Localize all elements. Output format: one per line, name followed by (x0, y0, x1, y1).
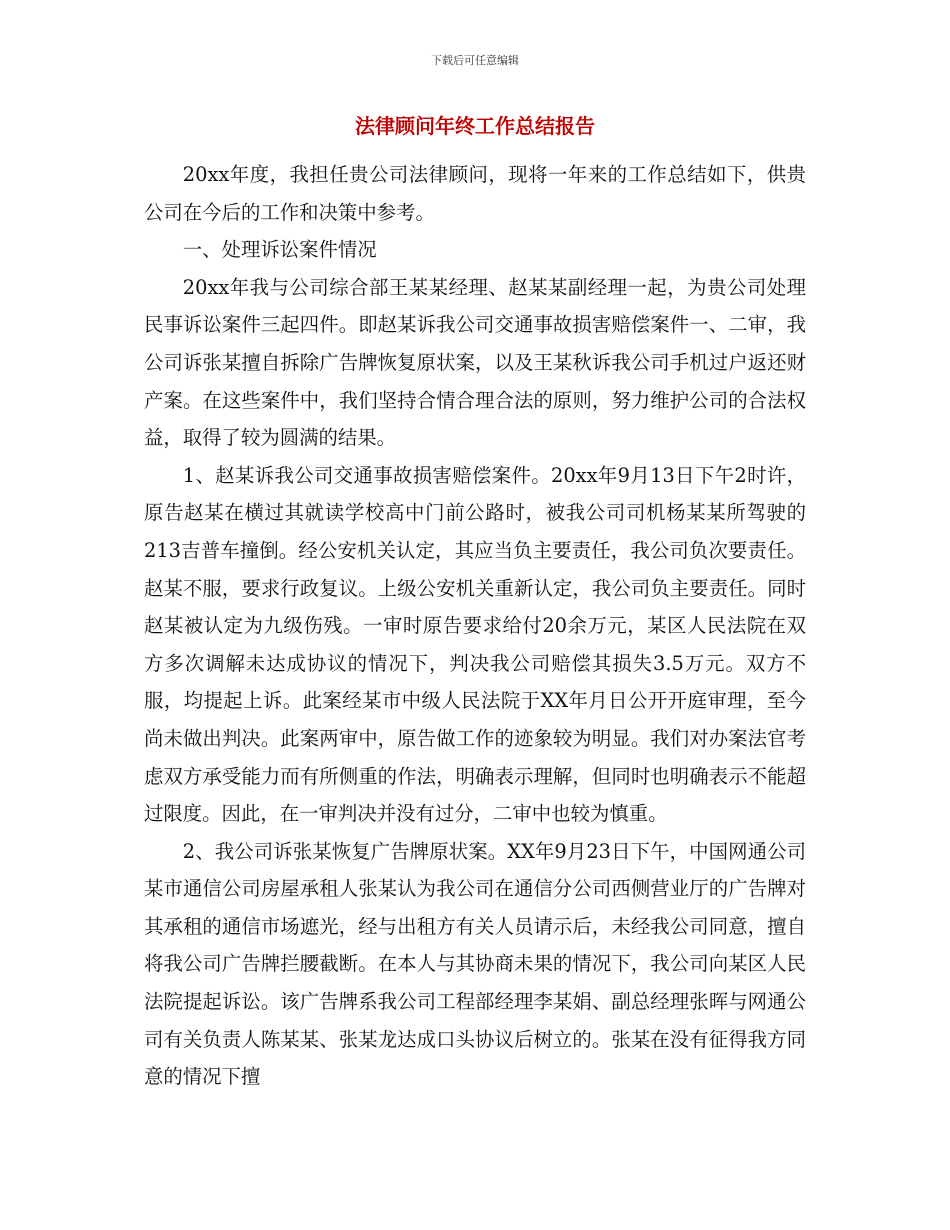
document-body (144, 156, 806, 1096)
section-heading-litigation: 一、处理诉讼案件情况 (182, 238, 377, 262)
paragraph-intro: 20xx年度，我担任贵公司法律顾问，现将一年来的工作总结如下，供贵公司在今后的工作和决策中参考。 (144, 163, 806, 224)
paragraph-case-1: 1、赵某诉我公司交通事故损害赔偿案件。20xx年9月13日下午2时许，原告赵某在横过其就读学校高中门前公路时，被我公司司机杨某某所驾驶的213吉普车撞倒。经公安机关认定，其应当负主要责任，我公司负次要责任。赵某不服，要求行政复议。上级公安机关重新认定，我公司负主要责任。同时赵某被认定为九级伤残。一审时原告要求给付20余万元，某区人民法院在双方多次调解未达成协议的情况下，判决我公司赔偿其损失3.5万元。双方不服，均提起上诉。此案经某市中级人民法院于XX年月日公开开庭审理，至今尚未做出判决。此案两审中，原告做工作的迹象较为明显。我们对办案法官考虑双方承受能力而有所侧重的作法，明确表示理解，但同时也明确表示不能超过限度。因此，在一审判决并没有过分，二审中也较为慎重。 (144, 463, 806, 826)
paragraph-case-2: 2、我公司诉张某恢复广告牌原状案。XX年9月23日下午，中国网通公司某市通信公司房屋承租人张某认为我公司在通信分公司西侧营业厅的广告牌对其承租的通信市场遮光，经与出租方有关人员请示后，未经我公司同意，擅自将我公司广告牌拦腰截断。在本人与其协商未果的情况下，我公司向某区人民法院提起诉讼。该广告牌系我公司工程部经理李某娟、副总经理张晖与网通公司有关负责人陈某某、张某龙达成口头协议后树立的。张某在没有征得我方同意的情况下擅 (144, 839, 806, 1089)
document-title: 法律顾问年终工作总结报告 (355, 114, 595, 138)
header-note: 下载后可任意编辑 (431, 54, 519, 67)
paragraph-litigation-overview: 20xx年我与公司综合部王某某经理、赵某某副经理一起，为贵公司处理民事诉讼案件三起四件。即赵某诉我公司交通事故损害赔偿案件一、二审，我公司诉张某擅自拆除广告牌恢复原状案，以及王某秋诉我公司手机过户返还财产案。在这些案件中，我们坚持合情合理合法的原则，努力维护公司的合法权益，取得了较为圆满的结果。 (144, 275, 806, 450)
